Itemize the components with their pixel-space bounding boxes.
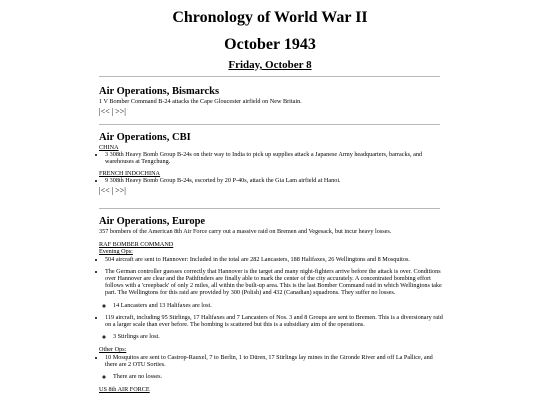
nav-links — [99, 187, 444, 194]
section-cbi — [99, 132, 444, 194]
entry-text: 357 bombers of the American 8th Air Force carry out a massive raid on Bremen and Vegesack, but incur heavy losses. — [99, 228, 392, 235]
list-item: • 9 308th Heavy Bomb Group B-24s, escorted by 20 P-40s, attack the Gia Lam airfield at Hanoi. — [105, 177, 444, 184]
prev-link[interactable]: |<< — [99, 107, 110, 117]
list-item: • The German controller guesses correctly that Hannover is the target and many night-fighters arrive before the attack is over. Conditions over Hannover are clear and the Pathfinders are finally able to mark the center of the city accurately. A concentrated bombing effort follows with a 'creepback' of only 2 miles, all within the built-up area. This is the last Bomber Command raid in which Wellingtons take part. The Wellingtons for this raid are provided by 300 (Polish) and 432 (Canadian) squadrons. They suffer no losses. — [105, 268, 444, 297]
list-item: • 119 aircraft, including 95 Stirlings, 17 Halifaxes and 7 Lancasters of Nos. 3 and 8 Groups are sent to Bremen. This is a diversionary raid on a larger scale than ever before. The bombing is scattered but this is a subsidiary aim of the operations. — [105, 314, 444, 328]
subsection-china[interactable]: CHINA — [99, 144, 119, 151]
next-link[interactable]: >>| — [115, 186, 126, 196]
page-title: Chronology of World War II — [172, 9, 368, 26]
month-title: October 1943 — [224, 36, 316, 53]
section-bismarcks — [99, 86, 444, 115]
list-item: • 10 Mosquitos are sent to Castrop-Rauxel, 7 to Berlin, 1 to Düren, 17 Stirlings lay mines in the Gironde River and off La Pallice, and there are 2 OTU Sorties. — [105, 354, 444, 368]
nav-separator: | — [109, 107, 116, 117]
subsection-indochina[interactable]: FRENCH INDOCHINA — [99, 169, 161, 177]
list-item: • 504 aircraft are sent to Hannover: Included in the total are 282 Lancasters, 188 Halifaxes, 26 Wellingtons and 8 Mosquitos. — [105, 256, 444, 263]
divider — [99, 208, 440, 209]
list-item: • 3 308th Heavy Bomb Group B-24s on their way to India to pick up supplies attack a Japanese Army headquarters, barracks, and warehouses at Tengchung. — [105, 151, 444, 165]
divider — [99, 76, 440, 77]
section-heading: Air Operations, CBI — [99, 132, 191, 143]
list-subitem: ◦ There are no losses. — [113, 373, 444, 380]
entry-text: 1 V Bomber Command B-24 attacks the Cape Gloucester airfield on New Britain. — [99, 98, 302, 105]
date-link[interactable]: Friday, October 8 — [228, 59, 312, 71]
nav-links — [99, 108, 444, 115]
next-link[interactable]: >>| — [115, 107, 126, 117]
list-subitem: ◦ 3 Stirlings are lost. — [113, 333, 444, 340]
prev-link[interactable]: |<< — [99, 186, 110, 196]
evening-ops-label: Evening Ops: — [99, 248, 133, 256]
subsection-raf[interactable]: RAF BOMBER COMMAND — [99, 241, 174, 249]
divider — [99, 124, 440, 125]
other-ops-label: Other Ops: — [99, 346, 127, 354]
nav-separator: | — [109, 186, 116, 196]
subsection-us-8th[interactable]: US 8th AIR FORCE — [99, 386, 150, 394]
section-europe — [99, 216, 444, 393]
list-subitem: ◦ 14 Lancasters and 13 Halifaxes are lost. — [113, 302, 444, 309]
section-heading: Air Operations, Europe — [99, 216, 206, 227]
section-heading: Air Operations, Bismarcks — [99, 86, 220, 97]
